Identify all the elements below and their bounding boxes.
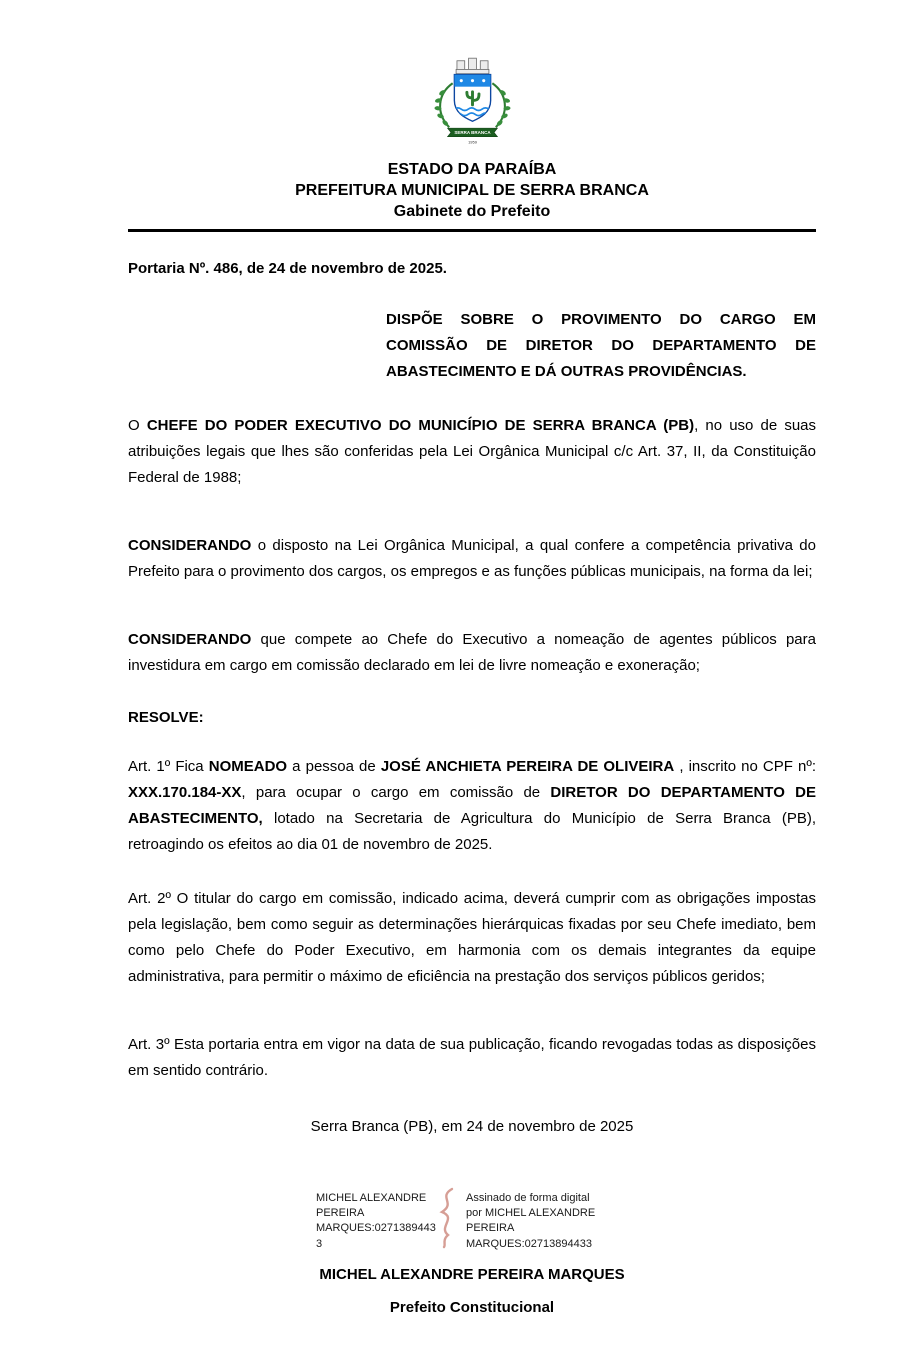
crest-banner-text: SERRA BRANCA xyxy=(453,130,491,136)
mural-crown-icon xyxy=(456,58,489,74)
document-header xyxy=(128,52,816,232)
coat-of-arms xyxy=(425,52,520,149)
signer-name: MICHEL ALEXANDRE PEREIRA MARQUES xyxy=(319,1265,625,1283)
portaria-title: Portaria Nº. 486, de 24 de novembro de 2025. xyxy=(128,260,447,277)
signature-statement-text: Assinado de forma digital por MICHEL ALEXANDRE PEREIRA MARQUES:02713894433 xyxy=(466,1192,596,1250)
digital-signature-block xyxy=(114,1191,802,1252)
article-3: Art. 3º Esta portaria entra em vigor na data de sua publicação, ficando revogadas todas as disposições em sentido contrário. xyxy=(128,1036,816,1079)
crest-year-text: 1959 xyxy=(467,139,477,145)
article-1: Art. 1º Fica NOMEADO a pessoa de JOSÉ ANCHIETA PEREIRA DE OLIVEIRA , inscrito no CPF nº: XXX.170.184-XX, para ocupar o cargo em comissão de DIRETOR DO DEPARTAMENTO DE ABASTECIMENTO, lotado na Secretaria de Agricultura do Município de Serra Branca (PB), retroagindo os efeitos ao dia 01 de novembro de 2025. xyxy=(128,758,816,853)
dateline: Serra Branca (PB), em 24 de novembro de 2025 xyxy=(310,1118,634,1135)
article-2: Art. 2º O titular do cargo em comissão, indicado acima, deverá cumprir com as obrigações impostas pela legislação, bem como seguir as determinações hierárquicas fixadas por seu Chefe imediato, bem como pelo Chefe do Poder Executivo, em harmonia com os demais integrantes da equipe administrativa, para permitir o máximo de eficiência na prestação dos serviços públicos geridos; xyxy=(128,890,816,985)
resolve-heading: RESOLVE: xyxy=(128,709,204,726)
crest-banner xyxy=(447,128,497,145)
preamble-paragraph: O CHEFE DO PODER EXECUTIVO DO MUNICÍPIO DE SERRA BRANCA (PB), no uso de suas atribuições legais que lhes são conferidas pela Lei Orgânica Municipal c/c Art. 37, II, da Constituição Federal de 1988; xyxy=(128,417,817,486)
header-municipality: PREFEITURA MUNICIPAL DE SERRA BRANCA xyxy=(295,182,649,199)
epigraph: DISPÕE SOBRE O PROVIMENTO DO CARGO EM COMISSÃO DE DIRETOR DO DEPARTAMENTO DE ABASTECIMENTO E DÁ OUTRAS PROVIDÊNCIAS. xyxy=(386,311,816,380)
shield-icon xyxy=(454,75,490,122)
considerando-2: CONSIDERANDO que compete ao Chefe do Executivo a nomeação de agentes públicos para investidura em cargo em comissão declarado em lei de livre nomeação e exoneração; xyxy=(128,631,816,674)
header-office: Gabinete do Prefeito xyxy=(393,203,551,220)
signature-signer-text: MICHEL ALEXANDRE PEREIRA MARQUES:0271389443 3 xyxy=(316,1192,436,1250)
header-state: ESTADO DA PARAÍBA xyxy=(387,161,557,178)
considerando-1: CONSIDERANDO o disposto na Lei Orgânica Municipal, a qual confere a competência privativa do Prefeito para o provimento dos cargos, os empregos e as funções públicas municipais, na forma da lei; xyxy=(128,537,816,580)
header-rule xyxy=(128,229,816,232)
signer-role: Prefeito Constitucional xyxy=(389,1298,555,1316)
document-body xyxy=(128,260,816,1316)
coat-of-arms-icon xyxy=(425,52,520,149)
